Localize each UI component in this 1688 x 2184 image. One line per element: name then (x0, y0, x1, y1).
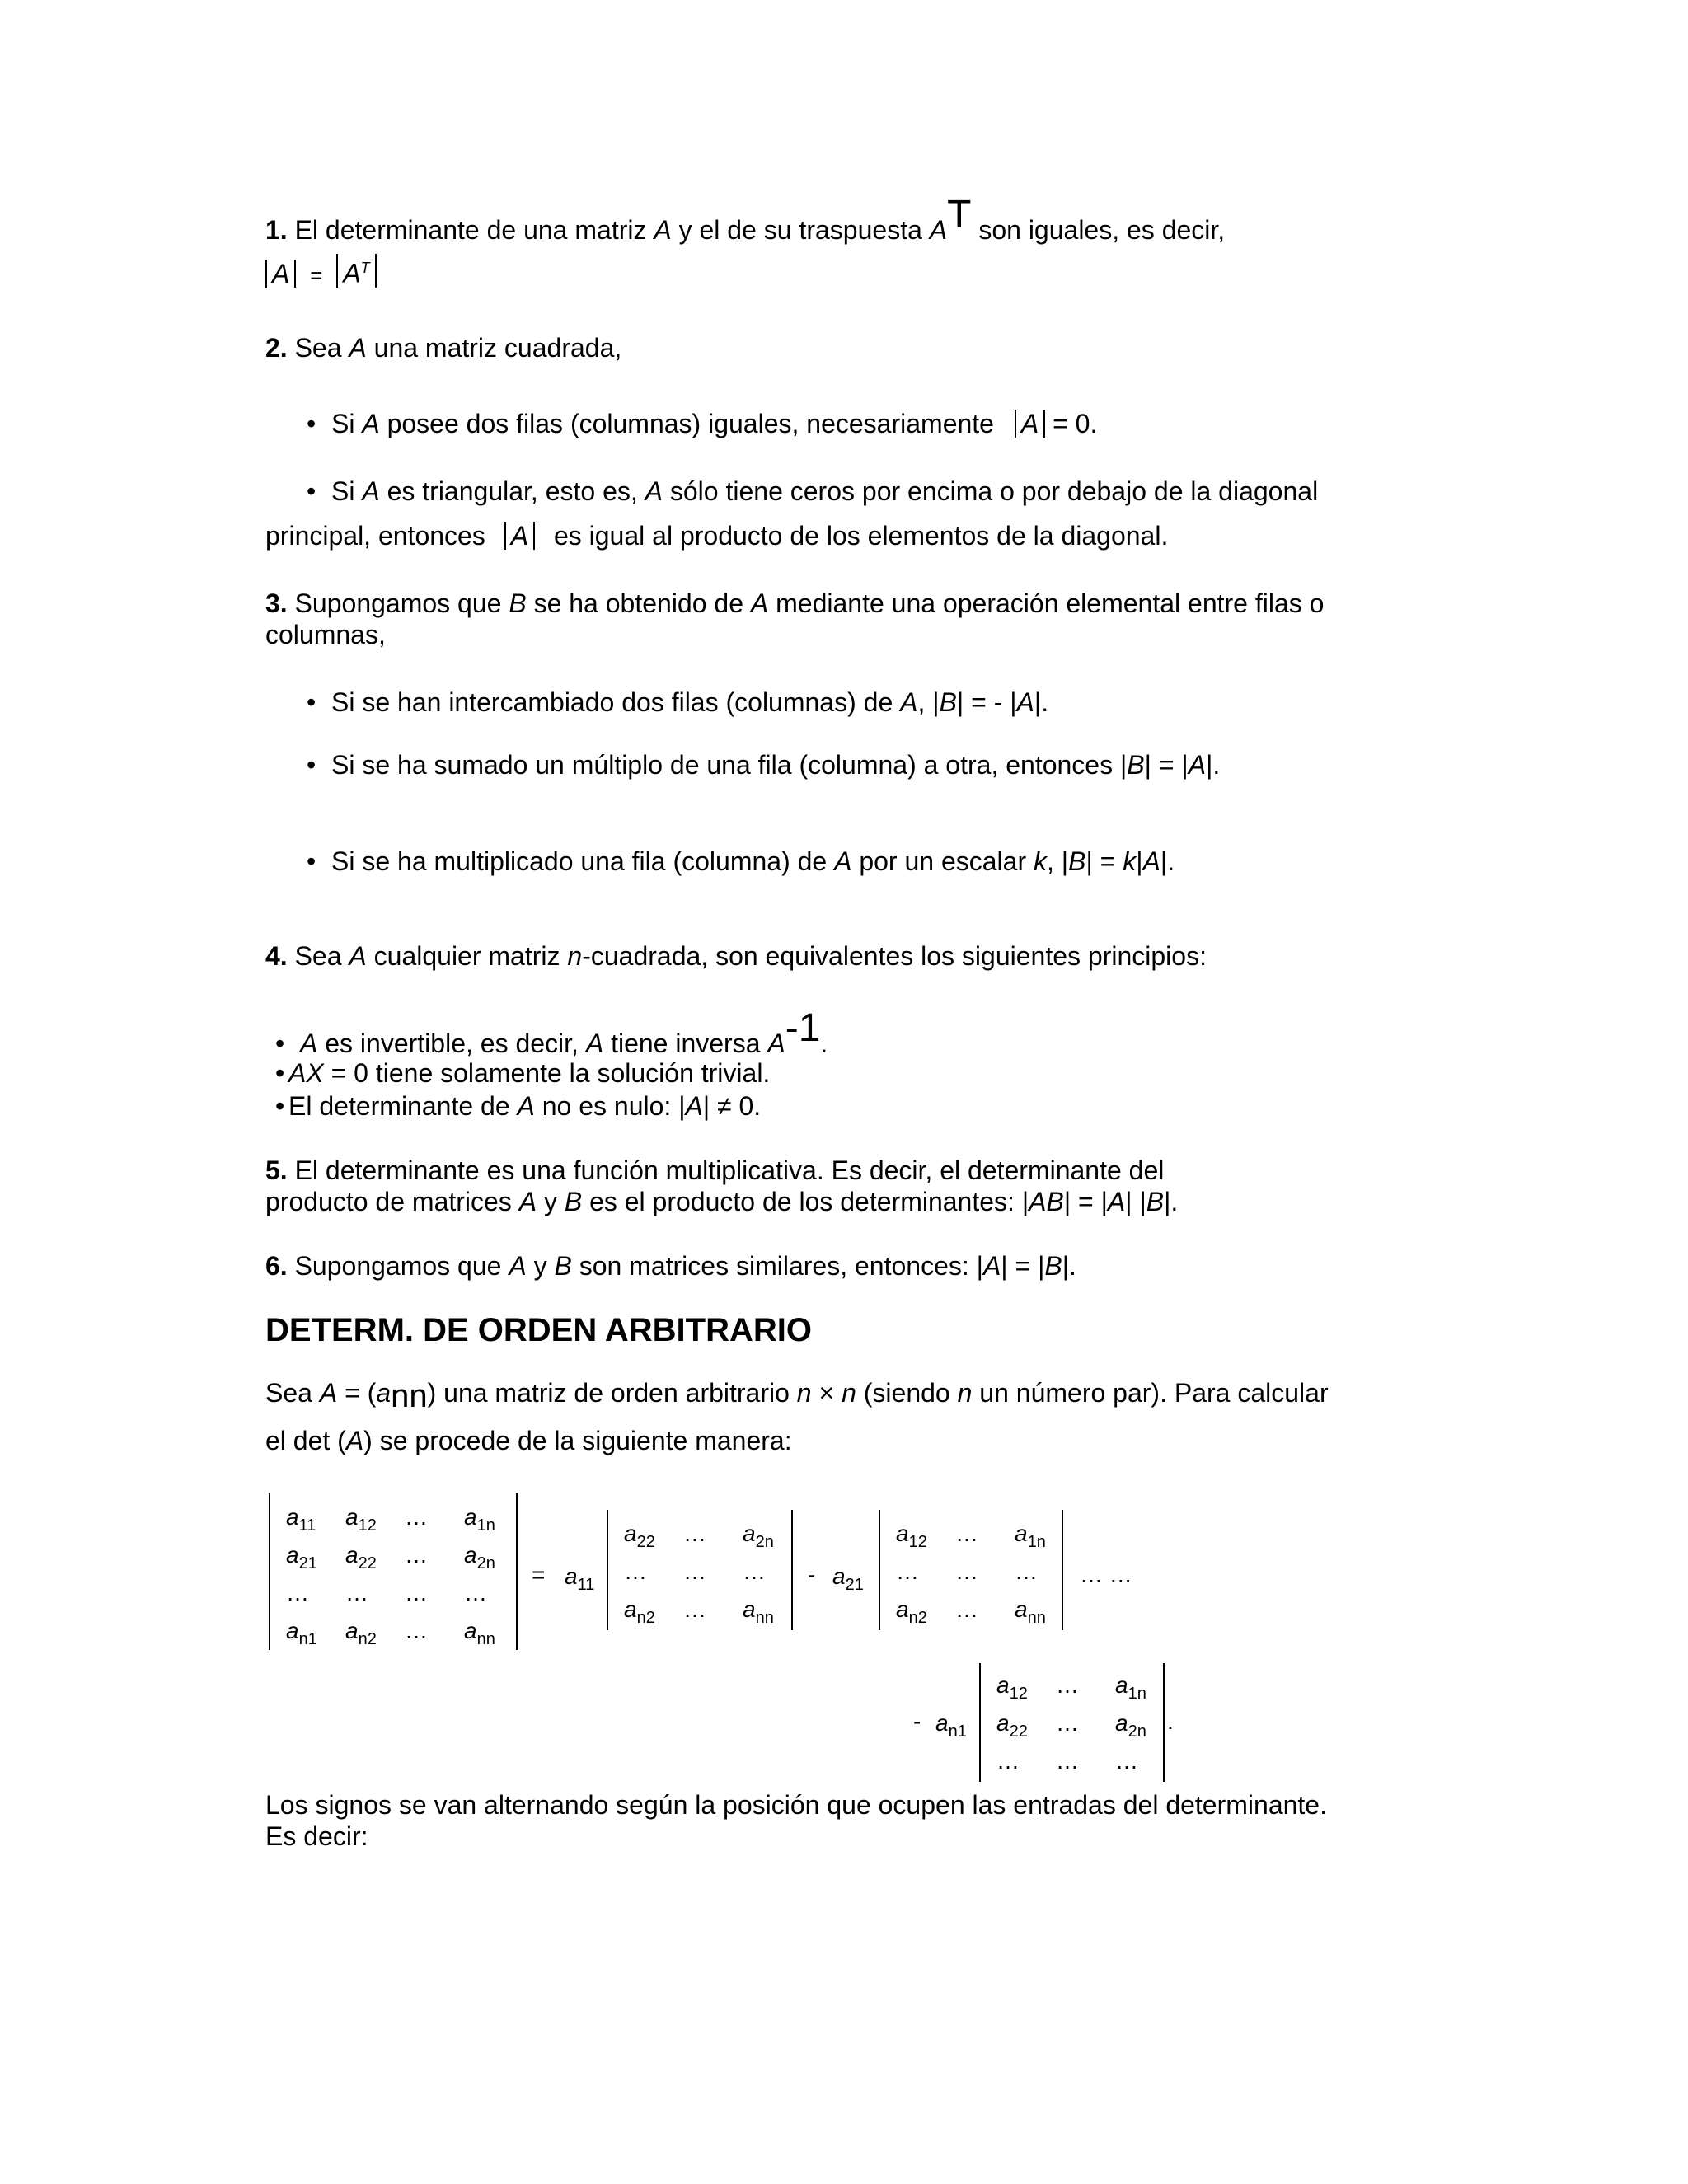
var: B (1127, 750, 1145, 780)
text: El determinante es una función multiplicativa. Es decir, el determinante del (287, 1155, 1165, 1185)
text: Si se ha sumado un múltiplo de una fila (columna) a otra, entonces | (331, 750, 1128, 780)
bullet: • (307, 750, 316, 780)
var: A (645, 476, 663, 506)
minus-sign: - (808, 1562, 816, 1587)
var: B (1146, 1187, 1165, 1216)
text: -cuadrada, son equivalentes los siguientes principios: (582, 941, 1207, 971)
item-number: 6. (265, 1251, 288, 1281)
matrix-3-entry: $a_{nn}$ (1015, 1596, 1046, 1627)
matrix-3-entry: … (955, 1558, 978, 1584)
text: un número par). Para calcular (972, 1378, 1329, 1408)
text: ) se procede de la siguiente manera: (363, 1426, 792, 1455)
matrix-2-entry: … (683, 1596, 706, 1622)
var: A (929, 215, 948, 245)
matrix-2-entry: … (743, 1558, 766, 1584)
var: A (654, 215, 672, 245)
text: , | (917, 687, 940, 717)
matrix-4-entry: … (1056, 1748, 1079, 1774)
text: = ( (337, 1378, 377, 1408)
var: n (842, 1378, 856, 1408)
matrix-1-entry: … (405, 1542, 428, 1568)
var: A (685, 1091, 703, 1121)
text: y (537, 1187, 565, 1216)
text: es igual al producto de los elementos de la diagonal. (546, 521, 1169, 551)
abs-A: A (265, 260, 296, 288)
text: se ha obtenido de (526, 588, 751, 618)
text: una matriz cuadrada, (366, 333, 622, 363)
text: es invertible, es decir, (317, 1029, 586, 1058)
superscript: -1 (785, 1006, 821, 1050)
var: B (1044, 1251, 1062, 1281)
var: n (957, 1378, 973, 1408)
text: Si se han intercambiado dos filas (columnas) de (331, 687, 901, 717)
matrix-4-entry: … (1056, 1672, 1079, 1698)
matrix-3-entry: $a_{12}$ (896, 1521, 927, 1551)
var: A (834, 846, 852, 876)
matrix-3-entry: … (955, 1521, 978, 1546)
var: A (900, 687, 918, 717)
signs-line-2 (265, 1820, 368, 1853)
matrix-1-entry: $a_{2n}$ (464, 1542, 495, 1572)
matrix-1-entry: $a_{n2}$ (345, 1618, 377, 1648)
var: B (509, 588, 527, 618)
text: Si se ha multiplicado una fila (columna) de (331, 846, 835, 876)
var: A (1142, 846, 1160, 876)
matrix-3-entry: $a_{n2}$ (896, 1596, 927, 1627)
text: Supongamos que (287, 1251, 509, 1281)
matrix-4-entry: $a_{1n}$ (1115, 1672, 1146, 1703)
text: El determinante de (288, 1091, 518, 1121)
matrix-2-entry: … (683, 1558, 706, 1584)
var: A (518, 1187, 537, 1216)
bullet: • (275, 1029, 285, 1058)
matrix-1-entry: $a_{21}$ (286, 1542, 317, 1572)
text: | | (1125, 1187, 1146, 1216)
var: A (750, 588, 769, 618)
superscript: T (947, 193, 972, 237)
text: | (1136, 846, 1143, 876)
text: Los signos se van alternando según la posición que ocupen las entradas del determinante. (265, 1790, 1327, 1820)
subscript: nn (391, 1378, 428, 1414)
var: A (517, 1091, 535, 1121)
bullet: • (307, 409, 316, 438)
text: |. (1206, 750, 1221, 780)
text: | = - | (956, 687, 1017, 717)
text: y (526, 1251, 555, 1281)
text: . (820, 1029, 828, 1058)
text: Supongamos que (287, 588, 509, 618)
cofactor-coefficient: $a_{n1}$ (935, 1710, 967, 1741)
text: |. (1164, 1187, 1179, 1216)
matrix-1-entry: $a_{22}$ (345, 1542, 377, 1572)
matrix-3-entry: … (896, 1558, 919, 1584)
var: A (319, 1378, 338, 1408)
matrix-2-entry: $a_{2n}$ (743, 1521, 774, 1551)
matrix-1-entry: $a_{nn}$ (464, 1618, 495, 1648)
matrix-1-entry: … (464, 1580, 487, 1605)
bullet: • (307, 476, 316, 506)
matrix-3-entry: … (955, 1596, 978, 1622)
var: AB (1029, 1187, 1064, 1216)
abs-A: A (504, 522, 535, 550)
matrix-1-entry: … (405, 1618, 428, 1643)
matrix-4-entry: $a_{12}$ (996, 1672, 1028, 1703)
var: B (554, 1251, 572, 1281)
var: A (349, 333, 367, 363)
var: A (300, 1029, 318, 1058)
var: A (585, 1029, 604, 1058)
text: son iguales, es decir, (971, 215, 1226, 245)
text: Es decir: (265, 1821, 368, 1851)
matrix-1-entry: $a_{n1}$ (286, 1618, 317, 1648)
text: no es nulo: | (534, 1091, 686, 1121)
bullet: • (275, 1058, 285, 1088)
matrix-4-entry: $a_{2n}$ (1115, 1710, 1146, 1741)
matrix-2-entry: … (683, 1521, 706, 1546)
text: Sea (287, 333, 349, 363)
text: tiene inversa (603, 1029, 768, 1058)
var: A (343, 258, 361, 288)
item-number: 4. (265, 941, 288, 971)
bullet: • (275, 1091, 285, 1121)
var: n (796, 1378, 812, 1408)
text: Si (331, 409, 363, 438)
text: principal, entonces (265, 521, 485, 551)
equals-sign: = (532, 1562, 546, 1587)
text: Si (331, 476, 363, 506)
matrix-3-entry: $a_{1n}$ (1015, 1521, 1046, 1551)
item-number: 2. (265, 333, 288, 363)
text: |. (1062, 1251, 1076, 1281)
period: . (1167, 1708, 1174, 1734)
minus-sign: - (913, 1708, 921, 1734)
text: ) una matriz de orden arbitrario (427, 1378, 797, 1408)
var: A (767, 1029, 785, 1058)
var: k (1123, 846, 1137, 876)
text: cualquier matriz (366, 941, 568, 971)
text: mediante una operación elemental entre filas o (768, 588, 1325, 618)
item-number: 1. (265, 215, 288, 245)
cofactor-coefficient: $a_{11}$ (565, 1563, 595, 1594)
bullet: • (307, 846, 316, 876)
var: B (939, 687, 957, 717)
text: | ≠ 0. (702, 1091, 762, 1121)
text: Sea (287, 941, 349, 971)
ellipsis-continuation: … … (1080, 1562, 1132, 1587)
text: el det ( (265, 1426, 346, 1455)
var: A (345, 1426, 364, 1455)
var: A (509, 1251, 527, 1281)
var: A (1188, 750, 1207, 780)
matrix-1-entry: … (286, 1580, 309, 1605)
text: Sea (265, 1378, 320, 1408)
text: (siendo (856, 1378, 958, 1408)
var: k (1034, 846, 1047, 876)
abs-A: A (1015, 410, 1045, 438)
var: a (376, 1378, 392, 1408)
superscript: T (360, 260, 370, 276)
matrix-3-entry: … (1015, 1558, 1038, 1584)
text: |. (1034, 687, 1049, 717)
var: A (362, 476, 380, 506)
text: = 0 tiene solamente la solución trivial. (323, 1058, 771, 1088)
times: × (811, 1378, 842, 1408)
matrix-1-entry: … (405, 1504, 428, 1530)
matrix-4-entry: … (1115, 1748, 1138, 1774)
var: A (982, 1251, 1001, 1281)
text: es el producto de los determinantes: | (582, 1187, 1029, 1216)
text: columnas, (265, 620, 386, 649)
var: A (1107, 1187, 1126, 1216)
text: y el de su traspuesta (671, 215, 930, 245)
text: por un escalar (851, 846, 1034, 876)
signs-line (265, 1788, 1327, 1821)
matrix-2-entry: $a_{n2}$ (624, 1596, 655, 1627)
text: son matrices similares, entonces: | (571, 1251, 983, 1281)
text: es triangular, esto es, (379, 476, 645, 506)
text: | = (1085, 846, 1123, 876)
matrix-2-entry: $a_{nn}$ (743, 1596, 774, 1627)
text: El determinante de una matriz (287, 215, 654, 245)
text: | = | (1001, 1251, 1045, 1281)
matrix-1-entry: $a_{11}$ (286, 1504, 316, 1535)
item-number: 3. (265, 588, 288, 618)
matrix-4-entry: … (996, 1748, 1020, 1774)
matrix-1-entry: $a_{12}$ (345, 1504, 377, 1535)
var: A (1016, 687, 1034, 717)
bullet: • (307, 687, 316, 717)
var: AX (288, 1058, 324, 1088)
var: B (1068, 846, 1086, 876)
cofactor-coefficient: $a_{21}$ (832, 1563, 864, 1594)
var: n (567, 941, 583, 971)
text: |. (1160, 846, 1175, 876)
matrix-1-entry: $a_{1n}$ (464, 1504, 495, 1535)
matrix-1-entry: … (405, 1580, 428, 1605)
item-number: 5. (265, 1155, 288, 1185)
matrix-2-entry: … (624, 1558, 647, 1584)
section-heading: DETERM. DE ORDEN ARBITRARIO (265, 1312, 812, 1348)
matrix-1-entry: … (345, 1580, 368, 1605)
var: A (349, 941, 367, 971)
text: sólo tiene ceros por encima o por debajo de la diagonal (662, 476, 1319, 506)
text: , | (1047, 846, 1069, 876)
text: | = | (1063, 1187, 1108, 1216)
matrix-4-entry: $a_{22}$ (996, 1710, 1028, 1741)
matrix-2-entry: $a_{22}$ (624, 1521, 655, 1551)
text: = 0. (1045, 409, 1098, 438)
var: A (362, 409, 380, 438)
text: posee dos filas (columnas) iguales, necesariamente (379, 409, 994, 438)
matrix-4-entry: … (1056, 1710, 1079, 1736)
text: producto de matrices (265, 1187, 519, 1216)
equals: = (310, 262, 323, 288)
var: B (564, 1187, 583, 1216)
text: | = | (1144, 750, 1189, 780)
